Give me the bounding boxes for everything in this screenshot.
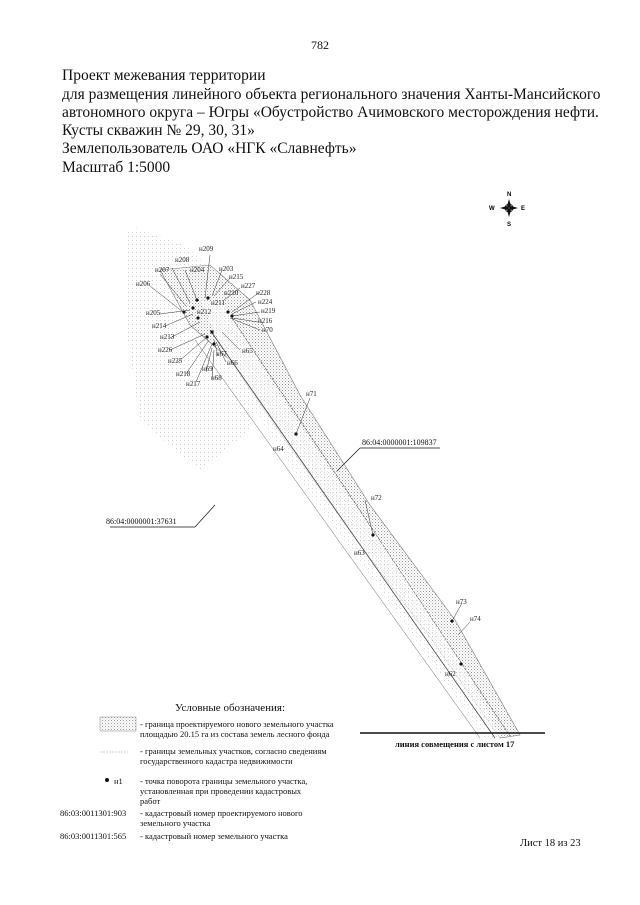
sheet-number: Лист 18 из 23 [520,838,581,849]
legend-point-icon [105,778,109,782]
combine-line-label: линия совмещения с листом 17 [395,739,515,749]
legend-item-2: - границы земельных участков, согласно сведениям государственного кадастра недвижимости [140,746,327,766]
legend-item-3-marker: н1 [114,776,123,786]
point-label: н71 [306,390,317,398]
point-label: н206 [136,280,151,288]
legend-item-3: - точка поворота границы земельного участка, установленная при проведении кадастровых работ [140,776,308,806]
point-label: н212 [197,308,212,316]
point-label: н66 [227,359,238,367]
legend-item-5: - кадастровый номер земельного участка [140,831,288,841]
heading-line-5: Землепользователь ОАО «НГК «Славнефть» [62,140,357,157]
point-label: н210 [224,289,239,297]
legend-item-5-code: 86:03:0011301:565 [60,831,127,841]
point-label: н74 [470,615,481,623]
point-label: н64 [273,445,284,453]
point-label: н68 [211,374,222,382]
point-label: н62 [445,670,456,678]
heading-line-6: Масштаб 1:5000 [62,159,171,176]
heading-line-1: Проект межевания территории [62,67,266,84]
point-label: н67 [216,350,227,358]
point-label: н228 [256,289,271,297]
legend-item-1: - граница проектируемого нового земельного участка площадью 20.15 га из состава земель лесного фонда [140,719,334,739]
point-label: н226 [158,346,173,354]
cadastral-number-left: 86:04:0000001:37631 [106,517,177,526]
compass-e: E [521,206,526,212]
point-label: н72 [371,494,382,502]
heading-line-3: автономного округа – Югры «Обустройство Ачимовского месторождения нефти. [62,104,599,121]
compass-n: N [507,192,512,198]
legend-item-4: - кадастровый номер проектируемого нового земельного участка [140,808,303,828]
legend-hatch-icon [100,717,136,731]
point-label: н208 [175,256,190,264]
page-number: 782 [311,38,329,52]
point-label: н215 [229,273,244,281]
point-label: н203 [219,265,234,273]
point-label: н211 [211,299,225,307]
point-label: н213 [160,333,175,341]
compass-s: S [507,222,512,228]
point-label: н207 [155,266,170,274]
point-label: н216 [258,317,273,325]
point-label: н218 [176,370,191,378]
point-label: н63 [354,549,365,557]
point-label: н224 [258,298,273,306]
point-label: н70 [262,326,273,334]
point-label: н225 [168,357,183,365]
point-label: н214 [152,322,167,330]
heading-line-4: Кусты скважин № 29, 30, 31» [62,122,255,139]
heading-line-2: для размещения линейного объекта регионального значения Ханты-Мансийского [62,86,601,103]
point-label: н65 [242,347,253,355]
legend-item-4-code: 86:03:0011301:903 [60,808,127,818]
compass-w: W [489,206,495,212]
point-label: н217 [186,380,201,388]
point-label: н204 [190,266,205,274]
cadastral-number-main: 86:04:0000001:109837 [362,438,437,447]
point-label: н69 [202,365,213,373]
point-label: н209 [199,245,214,253]
point-label: н205 [146,309,161,317]
point-label: н73 [456,598,467,606]
legend-title: Условные обозначения: [175,702,286,714]
point-label: н227 [241,282,256,290]
compass-icon [489,192,525,228]
point-label: н219 [261,307,276,315]
